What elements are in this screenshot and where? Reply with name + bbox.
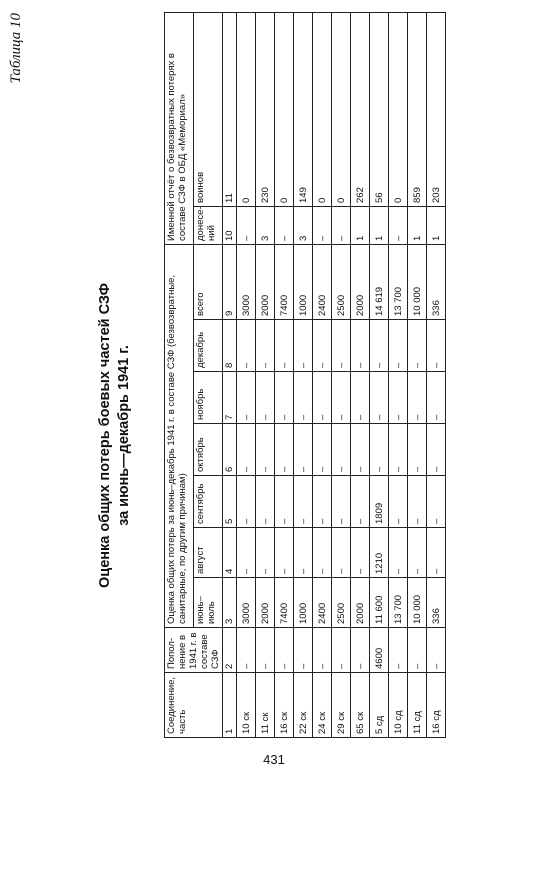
title-line-2: за июнь—декабрь 1941 г. [116, 345, 132, 526]
losses-table [164, 12, 446, 738]
value-cell: – [256, 528, 275, 578]
value-cell: 149 [294, 12, 313, 206]
value-cell: – [427, 476, 446, 528]
value-cell: 13 700 [389, 578, 408, 628]
value-cell: 0 [237, 12, 256, 206]
column-number: 4 [223, 528, 237, 578]
value-cell: – [294, 476, 313, 528]
value-cell: – [237, 372, 256, 424]
value-cell: 2400 [313, 244, 332, 319]
table-row [370, 12, 389, 737]
header-soldiers: воинов [194, 12, 223, 206]
value-cell: 203 [427, 12, 446, 206]
value-cell: – [389, 476, 408, 528]
table-row [351, 12, 370, 737]
value-cell: – [256, 424, 275, 476]
value-cell: – [427, 528, 446, 578]
table-row [332, 12, 351, 737]
value-cell: 3 [256, 206, 275, 244]
value-cell: 14 619 [370, 244, 389, 319]
value-cell: – [389, 628, 408, 673]
value-cell: 230 [256, 12, 275, 206]
value-cell: 1 [370, 206, 389, 244]
unit-cell: 11 сд [408, 673, 427, 738]
column-number: 7 [223, 372, 237, 424]
value-cell: 10 000 [408, 244, 427, 319]
column-number: 6 [223, 424, 237, 476]
value-cell: – [275, 320, 294, 372]
value-cell: 13 700 [389, 244, 408, 319]
value-cell: 4600 [370, 628, 389, 673]
header-month: август [194, 528, 223, 578]
unit-cell: 29 ск [332, 673, 351, 738]
column-number: 10 [223, 206, 237, 244]
value-cell: 3000 [237, 244, 256, 319]
value-cell: – [332, 424, 351, 476]
unit-cell: 22 ск [294, 673, 313, 738]
value-cell: – [275, 476, 294, 528]
header-losses-group: Оценка общих потерь за июнь–декабрь 1941 г. в составе СЗФ (безвозвратные, санитарные, по другим причинам) [165, 244, 194, 627]
value-cell: – [351, 628, 370, 673]
unit-cell: 11 ск [256, 673, 275, 738]
value-cell: – [351, 476, 370, 528]
value-cell: – [332, 320, 351, 372]
value-cell: 7400 [275, 244, 294, 319]
column-number: 5 [223, 476, 237, 528]
value-cell: – [332, 372, 351, 424]
title-line-1: Оценка общих потерь боевых частей СЗФ [97, 283, 113, 588]
value-cell: – [332, 206, 351, 244]
table-row [294, 12, 313, 737]
value-cell: – [237, 424, 256, 476]
value-cell: 2500 [332, 244, 351, 319]
table-row [427, 12, 446, 737]
value-cell: 2000 [256, 578, 275, 628]
header-month: сентябрь [194, 476, 223, 528]
table-body [237, 12, 446, 737]
value-cell: 11 600 [370, 578, 389, 628]
value-cell: 1210 [370, 528, 389, 578]
value-cell: – [408, 320, 427, 372]
value-cell: – [351, 424, 370, 476]
value-cell: – [294, 424, 313, 476]
value-cell: – [389, 372, 408, 424]
value-cell: – [408, 476, 427, 528]
table-title [96, 0, 134, 871]
unit-cell: 10 сд [389, 673, 408, 738]
value-cell: 859 [408, 12, 427, 206]
value-cell: 2000 [256, 244, 275, 319]
value-cell: – [370, 424, 389, 476]
value-cell: – [256, 320, 275, 372]
value-cell: – [275, 528, 294, 578]
value-cell: 1 [427, 206, 446, 244]
value-cell: – [237, 206, 256, 244]
value-cell: – [294, 320, 313, 372]
value-cell: – [256, 476, 275, 528]
value-cell: – [256, 628, 275, 673]
value-cell: – [275, 628, 294, 673]
value-cell: – [313, 424, 332, 476]
header-total: всего [194, 244, 223, 319]
value-cell: – [294, 528, 313, 578]
value-cell: – [313, 372, 332, 424]
value-cell: – [408, 628, 427, 673]
value-cell: 1000 [294, 578, 313, 628]
value-cell: – [313, 476, 332, 528]
unit-cell: 10 ск [237, 673, 256, 738]
column-number: 9 [223, 244, 237, 319]
unit-cell: 5 сд [370, 673, 389, 738]
value-cell: 0 [275, 12, 294, 206]
header-month: ноябрь [194, 372, 223, 424]
value-cell: – [237, 320, 256, 372]
value-cell: 10 000 [408, 578, 427, 628]
header-month: октябрь [194, 424, 223, 476]
value-cell: – [408, 424, 427, 476]
value-cell: 56 [370, 12, 389, 206]
value-cell: 1000 [294, 244, 313, 319]
value-cell: – [294, 372, 313, 424]
value-cell: 1 [408, 206, 427, 244]
value-cell: – [427, 424, 446, 476]
column-number: 11 [223, 12, 237, 206]
value-cell: 336 [427, 244, 446, 319]
value-cell: – [332, 476, 351, 528]
value-cell: – [332, 628, 351, 673]
header-month: декабрь [194, 320, 223, 372]
value-cell: – [275, 372, 294, 424]
value-cell: – [427, 628, 446, 673]
value-cell: – [370, 320, 389, 372]
value-cell: – [427, 372, 446, 424]
value-cell: – [237, 528, 256, 578]
header-unit: Соединение, часть [165, 673, 223, 738]
column-number: 3 [223, 578, 237, 628]
value-cell: – [408, 372, 427, 424]
page-number: 431 [263, 752, 285, 767]
header-reports: донесений [194, 206, 223, 244]
table-caption: Таблица 10 [8, 13, 24, 84]
value-cell: 7400 [275, 578, 294, 628]
value-cell: – [427, 320, 446, 372]
value-cell: – [275, 206, 294, 244]
value-cell: – [389, 320, 408, 372]
value-cell: – [351, 320, 370, 372]
value-cell: – [332, 528, 351, 578]
value-cell: 1809 [370, 476, 389, 528]
unit-cell: 24 ск [313, 673, 332, 738]
value-cell: 262 [351, 12, 370, 206]
value-cell: – [313, 320, 332, 372]
value-cell: – [313, 206, 332, 244]
table-row [237, 12, 256, 737]
table-row [275, 12, 294, 737]
table-row [256, 12, 275, 737]
value-cell: – [389, 528, 408, 578]
value-cell: 2000 [351, 578, 370, 628]
value-cell: – [408, 528, 427, 578]
value-cell: 2500 [332, 578, 351, 628]
value-cell: 3000 [237, 578, 256, 628]
unit-cell: 65 ск [351, 673, 370, 738]
value-cell: – [237, 476, 256, 528]
value-cell: 0 [389, 12, 408, 206]
value-cell: – [294, 628, 313, 673]
value-cell: – [389, 206, 408, 244]
column-number: 1 [223, 673, 237, 738]
column-number: 8 [223, 320, 237, 372]
value-cell: 2000 [351, 244, 370, 319]
value-cell: – [313, 528, 332, 578]
unit-cell: 16 ск [275, 673, 294, 738]
value-cell: 2400 [313, 578, 332, 628]
table-row [313, 12, 332, 737]
value-cell: – [351, 528, 370, 578]
header-month: июнь–июль [194, 578, 223, 628]
value-cell: 0 [332, 12, 351, 206]
value-cell: 1 [351, 206, 370, 244]
table-row [389, 12, 408, 737]
value-cell: 3 [294, 206, 313, 244]
header-replenishment: Пополнение в 1941 г. в составе СЗФ [165, 628, 223, 673]
value-cell: – [313, 628, 332, 673]
value-cell: – [370, 372, 389, 424]
table-row [408, 12, 427, 737]
unit-cell: 16 сд [427, 673, 446, 738]
value-cell: 0 [313, 12, 332, 206]
value-cell: – [275, 424, 294, 476]
header-report-group: Именной отчёт о безвозвратных потерях в составе СЗФ в ОБД «Мемориал» [165, 12, 194, 244]
value-cell: – [389, 424, 408, 476]
value-cell: 336 [427, 578, 446, 628]
value-cell: – [256, 372, 275, 424]
value-cell: – [237, 628, 256, 673]
column-number: 2 [223, 628, 237, 673]
value-cell: – [351, 372, 370, 424]
